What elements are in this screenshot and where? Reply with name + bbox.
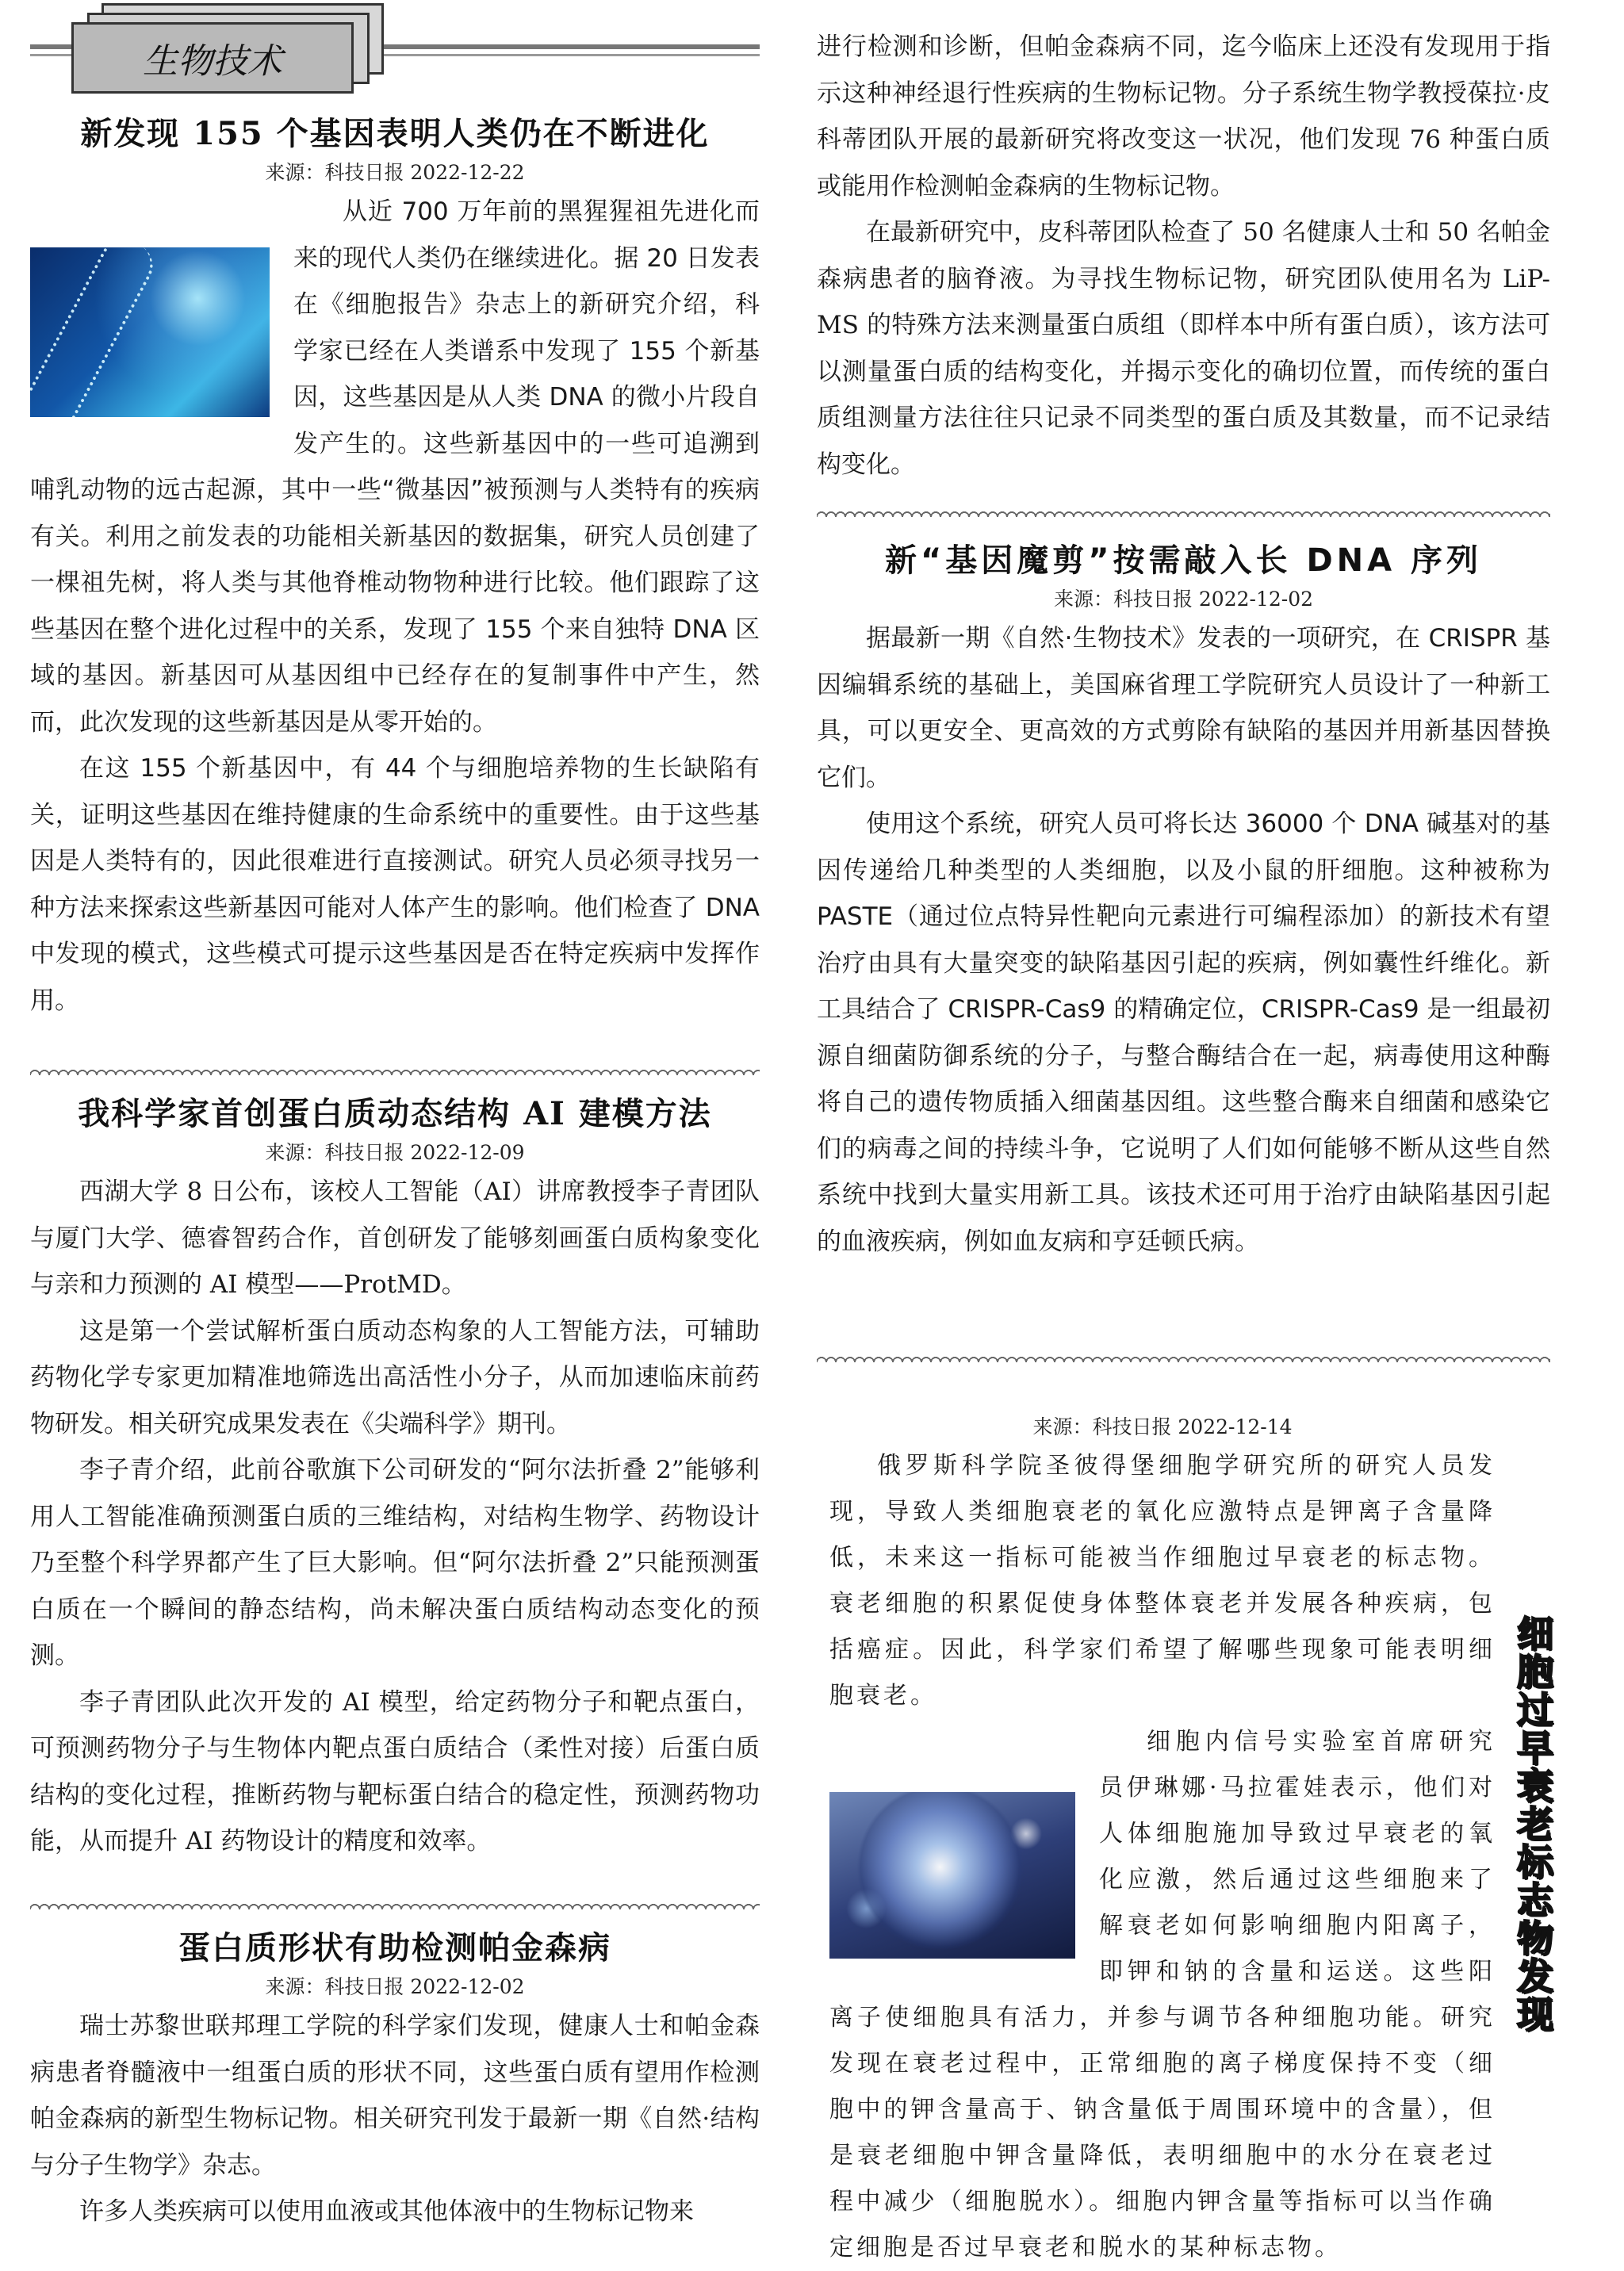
section-tab (30, 0, 760, 82)
article-title: 新“基因魔剪”按需敲入长 DNA 序列 (884, 542, 1483, 579)
article-paragraph: 李子青介绍，此前谷歌旗下公司研发的“阿尔法折叠 2”能够利用人工智能准确预测蛋白质的三维结构，对结构生物学、药物设计乃至整个科学界都产生了巨大影响。但“阿尔法折叠 2”只能预测蛋白质在一个瞬间的静态结构，尚未解决蛋白质结构动态变化的预测。 (30, 1456, 760, 1670)
dna-image (30, 247, 270, 417)
article-title: 我科学家首创蛋白质动态结构 AI 建模方法 (78, 1095, 712, 1132)
article-parkinson (30, 1925, 760, 2235)
article-paragraph: 李子青团队此次开发的 AI 模型，给定药物分子和靶点蛋白，可预测药物分子与生物体内靶点蛋白质结合（柔性对接）后蛋白质结构的变化过程，推断药物与靶标蛋白结合的稳定性，预测药物功能，从而提升 AI 药物设计的精度和效率。 (30, 1687, 760, 1855)
article-source: 来源：科技日报 2022-12-02 (265, 1975, 525, 1998)
article-paragraph: 许多人类疾病可以使用血液或其他体液中的生物标记物来 (79, 2197, 694, 2226)
article-parkinson-continued (817, 24, 1550, 488)
cell-image (829, 1792, 1075, 1959)
article-paragraph: 西湖大学 8 日公布，该校人工智能（AI）讲席教授李子青团队与厦门大学、德睿智药合作，首创研发了能够刻画蛋白质构象变化与亲和力预测的 AI 模型——ProtMD。 (30, 1178, 760, 1299)
article-source: 来源：科技日报 2022-12-14 (1032, 1415, 1293, 1438)
article-protein-ai (30, 1091, 760, 1865)
article-source: 来源：科技日报 2022-12-09 (265, 1141, 525, 1164)
divider (817, 1353, 1550, 1362)
divider (30, 1900, 760, 1909)
article-paragraph: 细胞内信号实验室首席研究员伊琳娜·马拉霍娃表示，他们对人体细胞施加导致过早衰老的氧化应激，然后通过这些细胞来了解衰老如何影响细胞内阳离子，即钾和钠的含量和运送。这些阳离子使细胞具有活力，并参与调节各种细胞功能。研究发现在衰老过程中，正常细胞的离子梯度保持不变（细胞中的钾含量高于、钠含量低于周围环境中的含量），但是衰老细胞中钾含量降低，表明细胞中的水分在衰老过程中减少（细胞脱水）。细胞内钾含量等指标可以当作确定细胞是否过早衰老和脱水的某种标志物。 (829, 1728, 1496, 2261)
article-cell-aging (829, 1411, 1496, 2271)
article-paragraph: 瑞士苏黎世联邦理工学院的科学家们发现，健康人士和帕金森病患者脊髓液中一组蛋白质的形状不同，这些蛋白质有望用作检测帕金森病的新型生物标记物。相关研究刊发于最新一期《自然·结构与分子生物学》杂志。 (30, 2012, 760, 2180)
article-new-genes (30, 111, 760, 1024)
article-paragraph: 据最新一期《自然·生物技术》发表的一项研究，在 CRISPR 基因编辑系统的基础上，美国麻省理工学院研究人员设计了一种新工具，可以更安全、更高效的方式剪除有缺陷的基因并用新基因替换它们。 (817, 624, 1550, 792)
divider (817, 507, 1550, 517)
article-title: 新发现 155 个基因表明人类仍在不断进化 (80, 115, 710, 152)
vertical-article-title: 细胞过早衰老标志物发现 (1511, 1614, 1554, 2033)
section-label-box (71, 22, 354, 94)
article-gene-scissors (817, 538, 1550, 1265)
article-paragraph: 在最新研究中，皮科蒂团队检查了 50 名健康人士和 50 名帕金森病患者的脑脊液。为寻找生物标记物，研究团队使用名为 LiP-MS 的特殊方法来测量蛋白质组（即样本中所有蛋白质），该方法可以测量蛋白质的结构变化，并揭示变化的确切位置，而传统的蛋白质组测量方法往往只记录不同类型的蛋白质及其数量，而不记录结构变化。 (817, 218, 1550, 479)
article-paragraph: 使用这个系统，研究人员可将长达 36000 个 DNA 碱基对的基因传递给几种类型的人类细胞，以及小鼠的肝细胞。这种被称为 PASTE（通过位点特异性靶向元素进行可编程添加）的新技术有望治疗由具有大量突变的缺陷基因引起的疾病，例如囊性纤维化。新工具结合了 CRISPR-Cas9 的精确定位，CRISPR-Cas9 是一组最初源自细菌防御系统的分子，与整合酶结合在一起，病毒使用这种酶将自己的遗传物质插入细菌基因组。这些整合酶来自细菌和感染它们的病毒之间的持续斗争，它说明了人们如何能够不断从这些自然系统中找到大量实用新工具。该技术还可用于治疗由缺陷基因引起的血液疾病，例如血友病和亨廷顿氏病。 (817, 810, 1550, 1256)
divider (30, 1066, 760, 1075)
article-paragraph: 从近 700 万年前的黑猩猩祖先进化而来的现代人类仍在继续进化。据 20 日发表在《细胞报告》杂志上的新研究介绍，科学家已经在人类谱系中发现了 155 个新基因，这些基因是从人类 DNA 的微小片段自发产生的。这些新基因中的一些可追溯到哺乳动物的远古起源，其中一些“微基因”被预测与人类特有的疾病有关。利用之前发表的功能相关新基因的数据集，研究人员创建了一棵祖先树，将人类与其他脊椎动物物种进行比较。他们跟踪了这些基因在整个进化过程中的关系，发现了 155 个来自独特 DNA 区域的基因。新基因可从基因组中已经存在的复制事件中产生，然而，此次发现的这些新基因是从零开始的。 (30, 197, 760, 737)
article-paragraph: 在这 155 个新基因中，有 44 个与细胞培养物的生长缺陷有关，证明这些基因在维持健康的生命系统中的重要性。由于这些基因是人类特有的，因此很难进行直接测试。研究人员必须寻找另一种方法来探索这些新基因可能对人体产生的影响。他们检查了 DNA 中发现的模式，这些模式可提示这些基因是否在特定疾病中发挥作用。 (30, 754, 760, 1015)
article-source: 来源：科技日报 2022-12-22 (265, 161, 525, 184)
article-paragraph: 俄罗斯科学院圣彼得堡细胞学研究所的研究人员发现，导致人类细胞衰老的氧化应激特点是钾离子含量降低，未来这一指标可能被当作细胞过早衰老的标志物。衰老细胞的积累促使身体整体衰老并发展各种疾病，包括癌症。因此，科学家们希望了解哪些现象可能表明细胞衰老。 (829, 1452, 1496, 1710)
article-title: 蛋白质形状有助检测帕金森病 (178, 1929, 611, 1967)
article-paragraph: 这是第一个尝试解析蛋白质动态构象的人工智能方法，可辅助药物化学专家更加精准地筛选出高活性小分子，从而加速临床前药物研发。相关研究成果发表在《尖端科学》期刊。 (30, 1316, 760, 1438)
article-source: 来源：科技日报 2022-12-02 (1053, 588, 1314, 611)
article-paragraph: 进行检测和诊断，但帕金森病不同，迄今临床上还没有发现用于指示这种神经退行性疾病的生物标记物。分子系统生物学教授葆拉·皮科蒂团队开展的最新研究将改变这一状况，他们发现 76 种蛋白质或能用作检测帕金森病的生物标记物。 (817, 33, 1550, 201)
section-label: 生物技术 (143, 41, 282, 82)
